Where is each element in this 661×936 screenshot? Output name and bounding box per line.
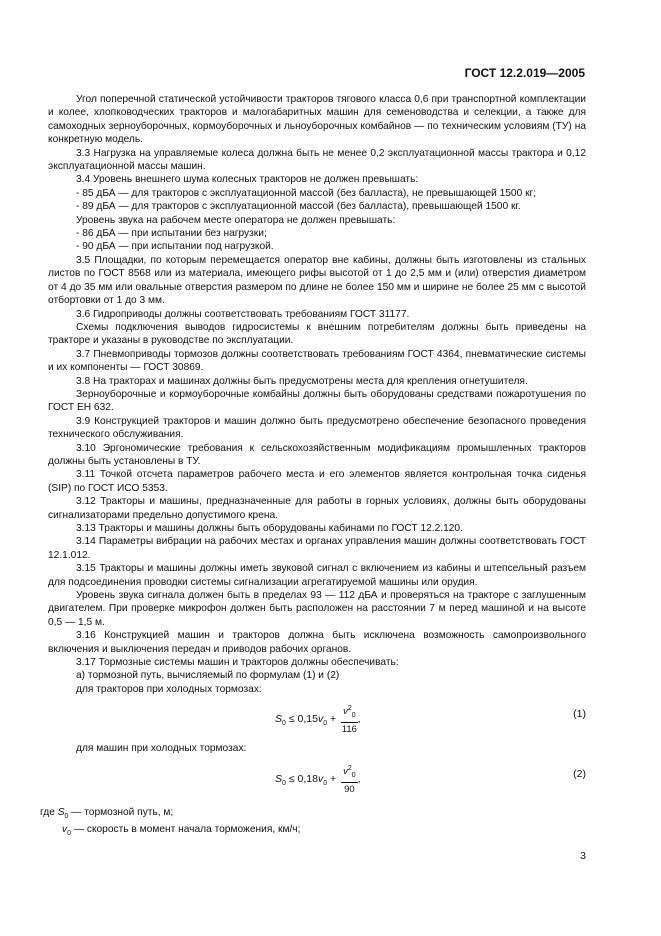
formula-2-number: (2) [573, 767, 586, 780]
paragraph-between: для машин при холодных тормозах: [76, 743, 247, 755]
formula-2-lhs-sub: 0 [282, 779, 286, 787]
paragraph: Угол поперечной статической устойчивости тракторов тягового класса 0,6 при транспортной комплектации и колее, хлопководческих тракторов и малогабаритных машин для семеноводства и селекции, а также для самоходных зерноуборочных, кормоуборочных и льноуборочных комбайнов — по техническим условиям (ТУ) на конкретную модель. [48, 94, 586, 146]
paragraph: 3.17 Тормозные системы машин и тракторов должны обеспечивать: [76, 657, 399, 669]
formula-2-v: v [317, 772, 324, 785]
formula-2-rel: ≤ 0,18 [285, 772, 318, 785]
formula-2 [48, 756, 586, 802]
definition-s0-sub: 0 [64, 812, 69, 820]
formula-2-tail: , [357, 772, 361, 785]
paragraph: 3.14 Параметры вибрации на рабочих местах и органах управления машин должны соответствовать ГОСТ 12.1.012. [48, 536, 586, 561]
formula-1-lhs-sub: 0 [282, 720, 286, 728]
paragraph: Зерноуборочные и кормоуборочные комбайны должны быть оборудованы средствами пожаротушения по ГОСТ ЕН 632. [48, 388, 586, 414]
formula-1-rel: ≤ 0,15 [285, 713, 318, 726]
paragraph: - 85 дБА — для тракторов с эксплуатационной массой (без балласта), не превышающей 1500 кг; [76, 187, 537, 199]
paragraph: 3.15 Тракторы и машины должны иметь звуковой сигнал с включением из кабины и штепсельный разъем для подсоединения проводки системы сигнализации агрегатируемой машины или орудия. [48, 563, 586, 588]
formula-2-num-v: v [343, 765, 348, 777]
paragraph: 3.13 Тракторы и машины должны быть оборудованы кабинами по ГОСТ 12.2.120. [76, 523, 463, 534]
paragraph: 3.4 Уровень внешнего шума колесных тракторов не должен превышать: [76, 174, 419, 186]
definition-s0-symbol: S [57, 806, 65, 818]
formula-1-v: v [317, 713, 324, 726]
formula-1-denominator: 116 [341, 724, 357, 736]
formula-1-numerator [341, 702, 358, 723]
paragraph: - 89 дБА — для тракторов с эксплуатационной массой (без балласта), превышающей 1500 кг. [76, 201, 521, 213]
formula-2-denominator: 90 [344, 783, 355, 795]
formula-2-plus: + [327, 772, 340, 785]
formula-2-lhs: S [275, 772, 283, 785]
paragraph: 3.8 На тракторах и машинах должны быть предусмотрены места для крепления огнетушителя. [76, 375, 528, 387]
formula-1-plus: + [327, 713, 340, 726]
formula-2-v-sub: 0 [323, 779, 328, 787]
paragraph: а) тормозной путь, вычисляемый по формулам (1) и (2) [76, 670, 340, 682]
formula-2-numerator [341, 762, 358, 783]
definition-v0-text: — скорость в момент начала торможения, км/ч; [71, 824, 301, 836]
definition-s0-text: — тормозной путь, м; [68, 806, 174, 818]
paragraph: - 86 дБА — при испытании без нагрузки; [76, 228, 267, 240]
formula-1-fraction [341, 702, 358, 736]
paragraph: 3.7 Пневмоприводы тормозов должны соответствовать требованиям ГОСТ 4364, пневматические системы и их компоненты — ГОСТ 30869. [48, 348, 586, 374]
paragraph: 3.5 Площадки, по которым перемещается оператор вне кабины, должны быть изготовлены из стальных листов по ГОСТ 8568 или из материала, имеющего рифы высотой от 1 до 2,5 мм и (или) отверстия диаметром от 4 до 35 мм или овальные отверстия размером по длине не более 150 мм и ширине не более 25 мм с высотой отбортовки от 1 до 3 мм. [48, 254, 586, 307]
paragraph: 3.11 Точкой отсчета параметров рабочего места и его элементов является контрольная точка сиденья (SIP) по ГОСТ ИСО 5353. [48, 469, 586, 494]
paragraph: - 90 дБА — при испытании под нагрузкой. [76, 241, 274, 253]
definition-v0-sub: 0 [67, 830, 71, 838]
formula-1-body [275, 702, 361, 736]
definition-v0-symbol: v [62, 824, 68, 836]
formula-1-number: (1) [573, 708, 586, 721]
formula-1 [48, 696, 586, 742]
formula-1-lhs: S [275, 713, 283, 726]
formula-1-tail: , [357, 713, 361, 726]
paragraph-list [48, 93, 586, 696]
page-header: ГОСТ 12.2.019—2005 [464, 66, 585, 80]
paragraph: 3.12 Тракторы и машины, предназначенные для работы в горных условиях, должны быть оборудованы сигнализаторами предельно допустимого крена. [48, 496, 586, 521]
document-body [40, 93, 586, 841]
formula-1-num-v: v [343, 706, 348, 718]
paragraph: 3.6 Гидроприводы должны соответствовать требованиям ГОСТ 31177. [76, 308, 410, 320]
formula-1-num-sup: 2 [347, 705, 352, 713]
formula-2-fraction [341, 762, 358, 796]
paragraph: Уровень звука на рабочем месте оператора не должен превышать: [76, 214, 396, 226]
formula-2-num-sup: 2 [347, 764, 352, 772]
paragraph: 3.9 Конструкцией тракторов и машин должно быть предусмотрено обеспечение безопасного проведения технического обслуживания. [48, 415, 586, 441]
definition-s0-prefix: где [40, 806, 58, 818]
definition-v0 [62, 823, 586, 840]
symbol-definitions [40, 806, 586, 841]
formula-2-num-sub: 0 [351, 771, 356, 779]
formula-1-num-sub: 0 [351, 712, 356, 720]
formula-2-body [275, 762, 361, 796]
page-number: 3 [580, 850, 586, 862]
paragraph: Уровень звука сигнала должен быть в пределах 93 — 112 дБА и проверяться на тракторе с заглушенным двигателем. При проверке микрофон должен быть расположен на расстоянии 7 м перед машиной и на высоте 0,5 — 1,5 м. [48, 590, 586, 628]
paragraph: Схемы подключения выводов гидросистемы к внешним потребителям должны быть приведены на тракторе и указаны в руководстве по эксплуатации. [48, 321, 586, 347]
paragraph: для тракторов при холодных тормозах: [76, 683, 262, 695]
paragraph: 3.10 Эргономические требования к сельскохозяйственным модификациям промышленных тракторов должны быть установлены в ТУ. [48, 442, 586, 467]
paragraph: 3.3 Нагрузка на управляемые колеса должна быть не менее 0,2 эксплуатационной массы трактора и 0,12 эксплуатационной массы машин. [48, 147, 586, 173]
paragraph: 3.16 Конструкцией машин и тракторов должна быть исключена возможность самопроизвольного включения и выключения передач и приводов рабочих органов. [48, 630, 586, 655]
definition-s0 [40, 806, 586, 823]
formula-1-v-sub: 0 [323, 720, 328, 728]
